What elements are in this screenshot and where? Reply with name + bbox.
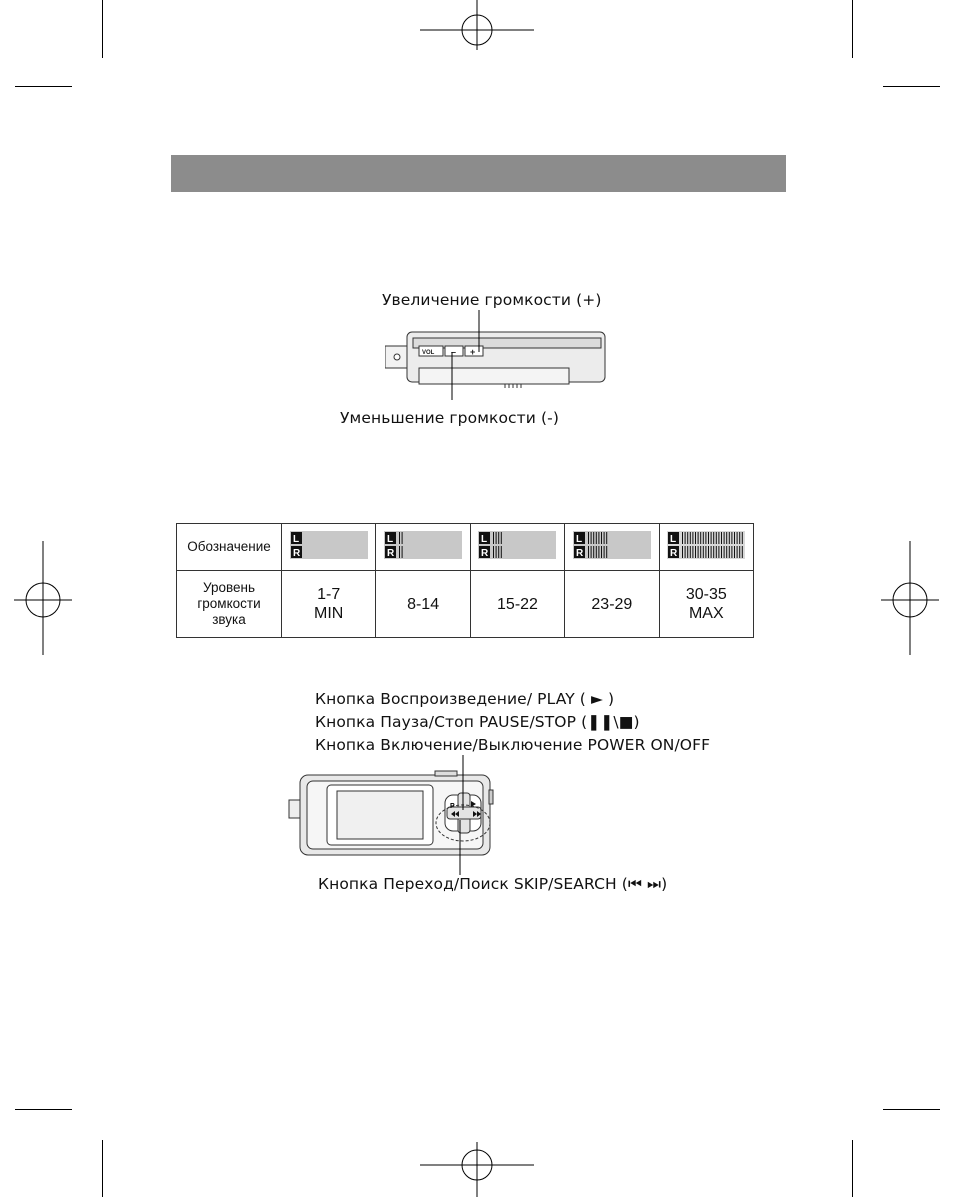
- volume-up-label: Увеличение громкости (+): [382, 291, 602, 309]
- level-bar: [729, 532, 730, 544]
- player-top-view-illustration: [385, 310, 610, 400]
- level-bar: [739, 532, 740, 544]
- level-bar: [596, 546, 597, 558]
- level-bar: [724, 532, 725, 544]
- level-bar: [713, 532, 714, 544]
- level-bar: [606, 532, 607, 544]
- level-indicator-cell: [470, 524, 564, 571]
- level-bar: [711, 532, 712, 544]
- level-bar: [732, 546, 733, 558]
- level-indicator-1: [290, 531, 368, 559]
- volume-level-header: Уровень громкости звука: [177, 571, 282, 638]
- channel-letter-l: L: [575, 533, 582, 545]
- vol-text: VOL: [422, 350, 435, 356]
- channel-letter-l: L: [481, 533, 488, 545]
- level-bar: [399, 546, 400, 558]
- level-bar: [742, 532, 743, 544]
- level-bar: [706, 532, 707, 544]
- level-bar: [596, 532, 597, 544]
- level-note: MAX: [688, 605, 724, 622]
- level-bar: [590, 532, 591, 544]
- level-bar: [499, 532, 500, 544]
- level-bar: [501, 532, 502, 544]
- designation-header: Обозначение: [177, 524, 282, 571]
- level-indicator-cell: [565, 524, 659, 571]
- level-bar: [698, 532, 699, 544]
- level-bar: [739, 546, 740, 558]
- level-bar: [593, 546, 594, 558]
- level-range: 15-22: [497, 595, 538, 613]
- level-bar: [721, 532, 722, 544]
- level-bar: [719, 546, 720, 558]
- level-bar: [499, 546, 500, 558]
- level-bar: [703, 546, 704, 558]
- level-bar: [493, 546, 494, 558]
- level-bar: [603, 532, 604, 544]
- level-range: 23-29: [591, 595, 633, 613]
- volume-down-label: Уменьшение громкости (-): [340, 409, 559, 427]
- level-indicator-cell: [282, 524, 376, 571]
- level-bar: [685, 532, 686, 544]
- level-range-cell: [659, 571, 753, 638]
- channel-letter-r: R: [670, 547, 678, 559]
- level-bar: [726, 532, 727, 544]
- level-bar: [493, 532, 494, 544]
- level-range: 1-7: [317, 586, 341, 603]
- volume-level-table: [176, 523, 754, 638]
- level-bar: [698, 546, 699, 558]
- level-range: 8-14: [407, 595, 440, 613]
- level-bar: [601, 546, 602, 558]
- play-button-label: Кнопка Воспроизведение/ PLAY ( ► ): [315, 690, 615, 708]
- level-bar: [598, 546, 599, 558]
- level-bar: [399, 532, 400, 544]
- vol-minus-mark: –: [451, 347, 457, 357]
- level-range-cell: [565, 571, 659, 638]
- level-bar: [724, 546, 725, 558]
- level-range-cell: [376, 571, 470, 638]
- level-bar: [593, 532, 594, 544]
- power-button-label: Кнопка Включение/Выключение POWER ON/OFF: [315, 736, 711, 754]
- level-indicator-4: [573, 531, 651, 559]
- level-bar: [682, 546, 683, 558]
- channel-letter-r: R: [292, 547, 300, 559]
- level-bar: [721, 546, 722, 558]
- level-bar: [682, 532, 683, 544]
- level-indicator-cell: [659, 524, 753, 571]
- level-indicator-5: [667, 531, 745, 559]
- level-bar: [713, 546, 714, 558]
- level-bar: [690, 532, 691, 544]
- channel-letter-l: L: [670, 533, 677, 545]
- level-bar: [719, 532, 720, 544]
- level-bar: [729, 546, 730, 558]
- level-bar: [700, 532, 701, 544]
- channel-letter-l: L: [387, 533, 394, 545]
- level-bar: [708, 532, 709, 544]
- level-bar: [603, 546, 604, 558]
- level-bar: [703, 532, 704, 544]
- level-bar: [700, 546, 701, 558]
- section-header-bar: [171, 155, 786, 192]
- level-bar: [734, 532, 735, 544]
- level-bar: [734, 546, 735, 558]
- level-bar: [708, 546, 709, 558]
- level-bar: [598, 532, 599, 544]
- level-bar: [737, 546, 738, 558]
- level-bar: [601, 532, 602, 544]
- channel-letter-r: R: [575, 547, 584, 559]
- level-range: 30-35: [685, 586, 727, 603]
- level-bar: [687, 546, 688, 558]
- level-bar: [737, 532, 738, 544]
- level-bar: [590, 546, 591, 558]
- level-bar: [695, 546, 696, 558]
- level-bar: [711, 546, 712, 558]
- vol-plus-mark: +: [470, 347, 476, 357]
- level-bar: [726, 546, 727, 558]
- level-bar: [588, 546, 589, 558]
- level-bar: [706, 546, 707, 558]
- level-bar: [742, 546, 743, 558]
- level-bar: [606, 546, 607, 558]
- level-indicator-3: [478, 531, 556, 559]
- level-bar: [402, 546, 403, 558]
- channel-letter-r: R: [387, 547, 395, 559]
- vol-grip: [505, 384, 521, 388]
- level-bar: [732, 532, 733, 544]
- channel-letter-l: L: [292, 533, 299, 545]
- skip-search-label: Кнопка Переход/Поиск SKIP/SEARCH (⏮ ⏭): [318, 875, 668, 893]
- level-indicator-cell: [376, 524, 470, 571]
- level-bar: [693, 546, 694, 558]
- level-note: MIN: [314, 605, 344, 622]
- level-bar: [695, 532, 696, 544]
- level-range-cell: [282, 571, 376, 638]
- level-bar: [501, 546, 502, 558]
- level-bar: [690, 546, 691, 558]
- level-indicator-2: [384, 531, 462, 559]
- level-range-cell: [470, 571, 564, 638]
- power-p-key: P: [450, 803, 455, 810]
- level-bar: [716, 532, 717, 544]
- player-front-view-illustration: [285, 755, 500, 875]
- level-bar: [496, 532, 497, 544]
- level-bar: [693, 532, 694, 544]
- channel-letter-r: R: [481, 547, 489, 559]
- level-bar: [402, 532, 403, 544]
- level-bar: [685, 546, 686, 558]
- level-bar: [496, 546, 497, 558]
- level-bar: [588, 532, 589, 544]
- level-bar: [716, 546, 717, 558]
- level-bar: [687, 532, 688, 544]
- pause-stop-button-label: Кнопка Пауза/Стоп PAUSE/STOP (❚❚\■): [315, 713, 640, 731]
